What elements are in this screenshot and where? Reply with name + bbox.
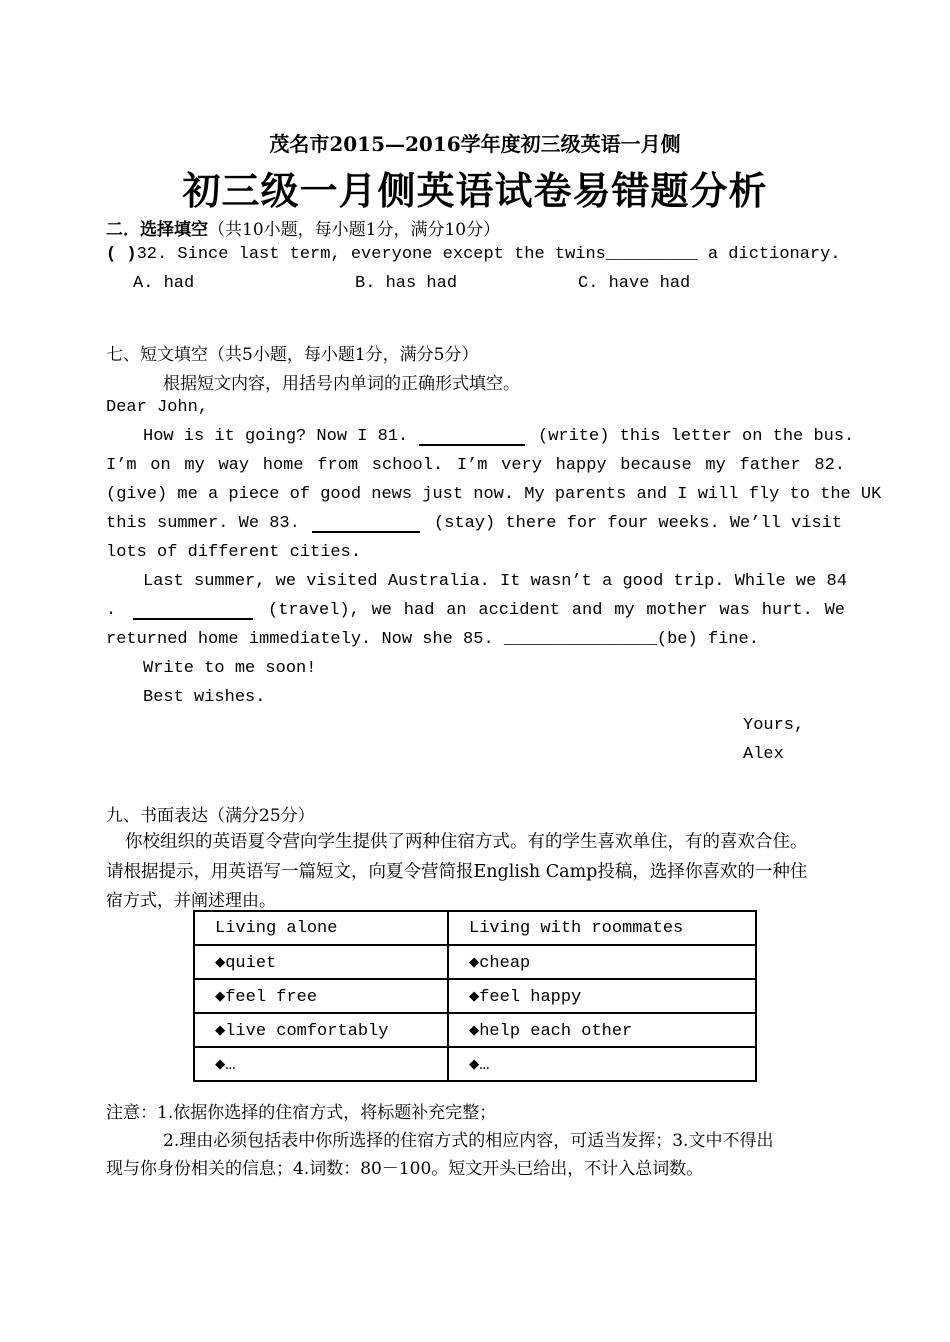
letter-line-7a: . bbox=[106, 601, 117, 620]
section-9-heading: 九、书面表达（满分25分） bbox=[106, 806, 315, 826]
table-cell: ◆live comfortably bbox=[194, 1013, 448, 1047]
letter-line-4b: (stay) there for four weeks. We’ll visit bbox=[434, 514, 843, 533]
letter-greeting: Dear John, bbox=[106, 398, 209, 417]
notes-line-2: 2.理由必须包括表中你所选择的住宿方式的相应内容，可适当发挥；3.文中不得出 bbox=[163, 1131, 774, 1151]
table-row bbox=[194, 1013, 756, 1047]
letter-line-10: Best wishes. bbox=[143, 688, 266, 707]
question-32 bbox=[106, 245, 841, 264]
letter-line-8: returned home immediately. Now she 85. _______________(be) fine. bbox=[106, 630, 759, 649]
notes-line-1: 注意：1.依据你选择的住宿方式，将标题补充完整； bbox=[106, 1103, 497, 1123]
letter-signature: Alex bbox=[743, 745, 784, 764]
option-b: B. has had bbox=[355, 274, 458, 293]
letter-line-2: I’m on my way home from school. I’m very happy because my father 82. bbox=[106, 456, 845, 475]
blank-83[interactable] bbox=[312, 517, 420, 533]
letter-line-1b: (write) this letter on the bus. bbox=[538, 427, 855, 446]
table-cell: ◆quiet bbox=[194, 945, 448, 979]
table-row bbox=[194, 1047, 756, 1081]
letter-line-3: (give) me a piece of good news just now. My parents and I will fly to the UK bbox=[106, 485, 882, 504]
letter-line-1a: How is it going? Now I 81. bbox=[143, 427, 409, 446]
page-title: 初三级一月侧英语试卷易错题分析 bbox=[182, 168, 768, 213]
table-header-roommates: Living with roommates bbox=[448, 911, 756, 945]
section-9-prompt-3: 宿方式，并阐述理由。 bbox=[106, 891, 276, 911]
section-9-prompt-2: 请根据提示，用英语写一篇短文，向夏令营简报English Camp投稿，选择你喜欢的一种住 bbox=[106, 862, 808, 882]
table-cell: ◆… bbox=[448, 1047, 756, 1081]
table-cell: ◆feel free bbox=[194, 979, 448, 1013]
letter-line-7b: (travel), we had an accident and my mother was hurt. We bbox=[268, 601, 845, 620]
blank-81[interactable] bbox=[419, 430, 525, 446]
question-32-text: 32. Since last term, everyone except the twins_________ a dictionary. bbox=[136, 245, 841, 264]
section-7-heading: 七、短文填空（共5小题，每小题1分，满分5分） bbox=[106, 345, 479, 365]
table-cell: ◆… bbox=[194, 1047, 448, 1081]
table-cell: ◆cheap bbox=[448, 945, 756, 979]
option-c: C. have had bbox=[578, 274, 691, 293]
table-cell: ◆feel happy bbox=[448, 979, 756, 1013]
table-header-row bbox=[194, 911, 756, 945]
table-row bbox=[194, 979, 756, 1013]
exam-subtitle: 茂名市2015—2016学年度初三级英语一月侧 bbox=[269, 132, 681, 156]
letter-sign-off: Yours, bbox=[743, 716, 805, 735]
table-cell: ◆help each other bbox=[448, 1013, 756, 1047]
option-a: A. had bbox=[133, 274, 195, 293]
answer-bracket: ( ) bbox=[106, 245, 137, 264]
letter-line-6: Last summer, we visited Australia. It wasn’t a good trip. While we 84 bbox=[143, 572, 847, 591]
blank-84[interactable] bbox=[133, 604, 253, 620]
accommodation-table bbox=[193, 910, 757, 1082]
letter-line-4a: this summer. We 83. bbox=[106, 514, 300, 533]
section-2-note: （共10小题，每小题1分，满分10分） bbox=[208, 220, 501, 240]
letter-line-5: lots of different cities. bbox=[106, 543, 362, 562]
letter-line-9: Write to me soon! bbox=[143, 659, 317, 678]
section-2-heading bbox=[106, 215, 500, 240]
notes-line-3: 现与你身份相关的信息；4.词数：80－100。短文开头已给出，不计入总词数。 bbox=[106, 1159, 704, 1179]
section-7-instruction: 根据短文内容，用括号内单词的正确形式填空。 bbox=[163, 374, 520, 394]
section-9-prompt-1: 你校组织的英语夏令营向学生提供了两种住宿方式。有的学生喜欢单住，有的喜欢合住。 bbox=[125, 832, 808, 852]
table-header-alone: Living alone bbox=[194, 911, 448, 945]
section-2-title: 二．选择填空 bbox=[106, 220, 208, 240]
table-row bbox=[194, 945, 756, 979]
